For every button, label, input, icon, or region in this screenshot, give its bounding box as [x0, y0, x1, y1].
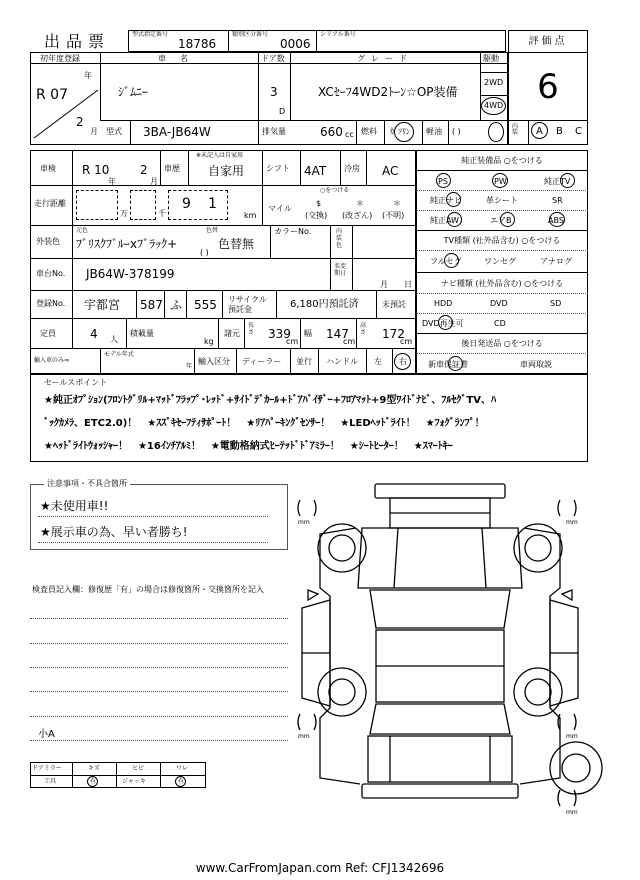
- interior-color-label: 内装色: [336, 228, 343, 250]
- load-label: 積載量: [130, 329, 154, 338]
- equip-aw: 純正AW: [430, 216, 459, 225]
- sales-line-2: ﾞｯｸｶﾒﾗ、ETC2.0)！ ★ｽｽﾞｷｾｰﾌﾃｨｻﾎﾟｰﾄ！ ★ﾘｱﾊﾟｰｷﾝｸﾞｾﾝｻｰ！ ★LEDﾍｯﾄﾞﾗｲﾄ！ ★ﾌｫｸﾞﾗﾝﾌﾟ！: [44, 418, 485, 429]
- legend-tools-yes: 有: [90, 778, 97, 785]
- grade-label: グレード: [357, 54, 413, 63]
- recycle-unpaid: 未預託: [382, 300, 406, 309]
- equip-tv: 純正TV: [544, 177, 571, 186]
- reg-area: 宇都宮: [84, 298, 121, 312]
- car-name: ｼﾞﾑﾆｰ: [118, 85, 149, 99]
- grade: XCｾｰﾌ4WD2ﾄｰﾝ☆OP装備: [318, 85, 458, 99]
- sheet-title: 出品票: [44, 32, 111, 51]
- legend-jack: ジャッキ: [122, 778, 146, 785]
- width: 147: [326, 327, 349, 341]
- width-label: 幅: [304, 329, 312, 338]
- fuel-other: ( ): [452, 127, 461, 136]
- mileage-box-2: [130, 190, 156, 220]
- equip-leather: 革シート: [486, 196, 518, 205]
- height-label: 高さ: [360, 322, 367, 337]
- inspection-month: 2: [140, 163, 148, 177]
- fuel-gasoline: ｶﾞｿﾘﾝ: [390, 127, 410, 136]
- legend-jack-yes: 有: [178, 778, 185, 785]
- drive-label: 駆動: [483, 54, 499, 63]
- mileage-box-1: [76, 190, 118, 220]
- interior-b: B: [556, 126, 563, 137]
- shift: 4AT: [304, 164, 327, 178]
- equip-sr: SR: [552, 196, 563, 205]
- capacity-label: 定員: [40, 329, 56, 338]
- legend-tools: 工具: [44, 778, 57, 785]
- car-diagram: [290, 478, 590, 818]
- color-paren: ( ): [200, 248, 209, 257]
- length-unit: cm: [286, 337, 299, 346]
- model-year-unit: 年: [186, 363, 193, 370]
- tv-fullseg: フルセグ: [430, 257, 462, 266]
- after-title: 後日発送品 ○をつける: [461, 339, 543, 348]
- fuel-diesel: 軽油: [426, 127, 442, 136]
- mileage-options-note: ○をつける: [320, 187, 350, 194]
- handle-right: 右: [399, 357, 407, 366]
- use-note: ※未記入は自家用: [196, 152, 244, 159]
- tv-title: TV種類 (社外品含む) ○をつける: [443, 236, 561, 245]
- drive-4wd-circle: [481, 97, 506, 115]
- capacity: 4: [90, 327, 98, 341]
- legend-door-mirror: ドアミラー: [32, 765, 62, 772]
- legend-scratch: キズ: [88, 765, 100, 772]
- mileage-unit-km: km: [244, 211, 257, 220]
- name-change-label: 名変期日: [334, 263, 347, 278]
- handle-right-circle: [394, 353, 411, 370]
- inspection-month-unit: 月: [150, 177, 158, 186]
- shift-label: シフト: [266, 164, 290, 173]
- model-year-label: モデル年式: [104, 351, 134, 358]
- sales-line-1: ★純正ｵﾌﾟｼｮﾝ(ﾌﾛﾝﾄｸﾞﾘﾙ+ﾏｯﾄﾞﾌﾗｯﾌﾟ･ﾚｯﾄﾞ+ｻｲﾄﾞﾃﾞｶｰﾙ+ﾄﾞｱﾊﾞｲｻﾞｰ+ﾌﾛｱﾏｯﾄ+9型ﾜｲﾄﾞﾅﾋﾞ、ﾌﾙｾｸﾞTV、ﾊ: [44, 395, 496, 406]
- recycle-amount: 6,180円預託済: [290, 299, 359, 310]
- size-label: 諸元: [224, 329, 240, 338]
- legend-jack-circle: [175, 776, 186, 787]
- category-number: 0006: [280, 37, 311, 51]
- tv-analog: アナログ: [540, 257, 572, 266]
- height-unit: cm: [400, 337, 413, 346]
- chassis-number: JB64W-378199: [86, 267, 175, 281]
- displacement: 660: [320, 125, 343, 139]
- chassis-label: 車台No.: [36, 269, 66, 278]
- equip-airbag-circle: [500, 212, 515, 227]
- load-unit: kg: [204, 337, 214, 346]
- tv-oneseg: ワンセグ: [484, 257, 516, 266]
- navi-dvd: DVD: [490, 299, 508, 308]
- first-reg-label: 初年度登録: [40, 54, 80, 63]
- model-designation: 18786: [178, 37, 217, 51]
- notes-label: 注意事項・不具合箇所: [44, 480, 130, 488]
- category-label: 類別区分番号: [232, 31, 269, 38]
- handle-left: 左: [374, 357, 382, 366]
- sales-line-3: ★ﾍｯﾄﾞﾗｲﾄｳｫｯｼｬｰ！ ★16ｲﾝﾁｱﾙﾐ！ ★電動格納式ﾋｰﾃｯﾄﾞﾄﾞｱﾐﾗｰ！ ★ｼｰﾄﾋｰﾀｰ！ ★ｽﾏｰﾄｷｰ: [44, 441, 453, 452]
- equip-abs: ABS: [548, 216, 564, 225]
- interior-label: 内装: [512, 123, 519, 136]
- color-change: 色替無: [218, 237, 255, 251]
- navi-dvd-play: DVD再生可: [422, 319, 464, 328]
- name-change-month: 月: [380, 280, 388, 289]
- displacement-label: 排気量: [262, 127, 286, 136]
- door-count: 3: [270, 85, 278, 99]
- score-label: 評価点: [528, 36, 568, 47]
- name-change-day: 日: [404, 280, 412, 289]
- first-reg-month: 2: [76, 115, 84, 129]
- navi-sd: SD: [550, 299, 562, 308]
- import-label: 輸入車のみ⇒: [34, 357, 70, 364]
- interior-a-circle: [531, 122, 548, 139]
- equip-abs-circle: [549, 212, 565, 227]
- height: 172: [382, 327, 405, 341]
- car-name-label: 車名: [158, 54, 202, 63]
- mileage-unknown: (不明): [382, 211, 405, 220]
- mileage-label: 走行距離: [34, 199, 66, 208]
- equip-aw-circle: [447, 212, 462, 227]
- mileage-digit-2: 1: [208, 196, 217, 212]
- mm-front-right: mm: [566, 519, 578, 526]
- recycle-label: リサイクル預託金: [228, 295, 267, 314]
- navi-dvd-play-circle: [438, 315, 453, 330]
- displacement-unit: cc: [345, 130, 354, 139]
- handle-label: ハンドル: [326, 357, 358, 366]
- mileage-mile: マイル: [268, 204, 292, 213]
- model-designation-label: 型式指定番号: [132, 31, 169, 38]
- legend-crack: ヒビ: [132, 765, 145, 772]
- inspector-label: 検査員記入欄：修復歴「有」の場合は修復箇所・交換箇所を記入: [32, 585, 264, 594]
- import-dealer: ディーラー: [242, 357, 282, 366]
- mm-front-left: mm: [298, 519, 310, 526]
- mileage-dollar: $: [316, 199, 322, 208]
- after-manual: 車両取説: [520, 360, 552, 369]
- mileage-mark-2: ＊: [356, 199, 364, 208]
- equip-ps-circle: [436, 173, 451, 188]
- color-change-label: 色替: [206, 227, 219, 234]
- mileage-digit-1: 9: [182, 196, 191, 212]
- door-type: D: [279, 107, 286, 116]
- after-warranty: 新車保証書: [428, 360, 468, 369]
- equip-tv-circle: [560, 173, 575, 188]
- note-line-1: ★未使用車!!: [40, 499, 109, 513]
- drive-4wd: 4WD: [484, 101, 504, 110]
- first-reg-year-unit: 年: [84, 71, 92, 80]
- mileage-unit-man: 万: [120, 209, 128, 218]
- legend-tools-circle: [87, 776, 98, 787]
- color-no-label: カラーNo.: [274, 227, 312, 236]
- serial-label: シリアル番号: [320, 31, 356, 38]
- import-class-label: 輸入区分: [198, 357, 230, 366]
- model-code-label: 型式: [106, 127, 122, 136]
- reg-label: 登録No.: [36, 299, 66, 308]
- equipment-title: 純正装備品 ○をつける: [461, 156, 543, 165]
- first-reg-year: R 07: [36, 87, 68, 103]
- inspection-year: R 10: [82, 163, 110, 177]
- reg-class: 587: [140, 298, 163, 312]
- equip-airbag: エアB: [490, 216, 512, 225]
- legend-break: ワレ: [176, 765, 189, 772]
- inspection-year-unit: 年: [108, 177, 116, 186]
- notes-box: [30, 484, 288, 550]
- interior-a: A: [536, 126, 543, 137]
- interior-c: C: [575, 126, 582, 137]
- capacity-unit: 人: [110, 335, 118, 344]
- watermark-footer: www.CarFromJapan.com Ref: CFJ1342696: [195, 861, 445, 875]
- width-unit: cm: [343, 337, 356, 346]
- fuel-other-circle: [488, 122, 504, 142]
- ac-label: 冷房: [344, 164, 360, 173]
- length-label: 長さ: [248, 322, 255, 337]
- model-code: 3BA-JB64W: [143, 125, 211, 139]
- first-reg-month-unit: 月: [90, 127, 98, 136]
- equip-navi: 純正ナビ: [430, 196, 462, 205]
- reg-number: 555: [194, 298, 217, 312]
- use-type: 自家用: [208, 164, 245, 178]
- navi-hdd: HDD: [434, 299, 453, 308]
- mileage-box-3: [168, 190, 228, 220]
- orig-color-label: 元色: [76, 227, 89, 234]
- mm-spare: mm: [566, 809, 578, 816]
- score-value: 6: [537, 67, 559, 107]
- mm-rear-right: mm: [566, 733, 578, 740]
- mileage-exchanged: (交換): [305, 211, 328, 220]
- outer-color-label: 外装色: [36, 237, 60, 246]
- reg-kana: ふ: [170, 298, 183, 312]
- fuel-label: 燃料: [361, 127, 377, 136]
- orig-color: ﾌﾞﾘｽｸﾌﾞﾙｰxﾌﾞﾗｯｸ+: [76, 237, 178, 251]
- equip-pw: PW: [494, 177, 507, 186]
- equip-ps: PS: [438, 177, 448, 186]
- equip-navi-circle: [446, 192, 461, 207]
- fuel-gasoline-circle: [394, 122, 414, 142]
- mileage-mark-3: ＊: [393, 199, 401, 208]
- ac: AC: [382, 164, 399, 178]
- sales-label: セールスポイント: [44, 378, 108, 387]
- after-warranty-circle: [448, 356, 463, 371]
- drive-2wd: 2WD: [484, 78, 504, 87]
- mileage-tampered: (改ざん): [342, 211, 373, 220]
- length: 339: [268, 327, 291, 341]
- mm-rear-left: mm: [298, 733, 310, 740]
- navi-cd: CD: [494, 319, 506, 328]
- specs-block: [30, 150, 416, 374]
- equip-pw-circle: [492, 173, 508, 188]
- import-parallel: 並行: [296, 357, 312, 366]
- inspection-label: 車検: [40, 164, 56, 173]
- doors-label: ドア数: [261, 54, 285, 63]
- use-label: 車歴: [164, 164, 180, 173]
- inspector-note: 小A: [38, 729, 55, 740]
- tv-fullseg-circle: [444, 253, 459, 268]
- note-line-2: ★展示車の為、早い者勝ち!: [40, 525, 188, 539]
- mileage-unit-sen: 千: [158, 209, 166, 218]
- navi-title: ナビ種類 (社外品含む) ○をつける: [440, 279, 564, 288]
